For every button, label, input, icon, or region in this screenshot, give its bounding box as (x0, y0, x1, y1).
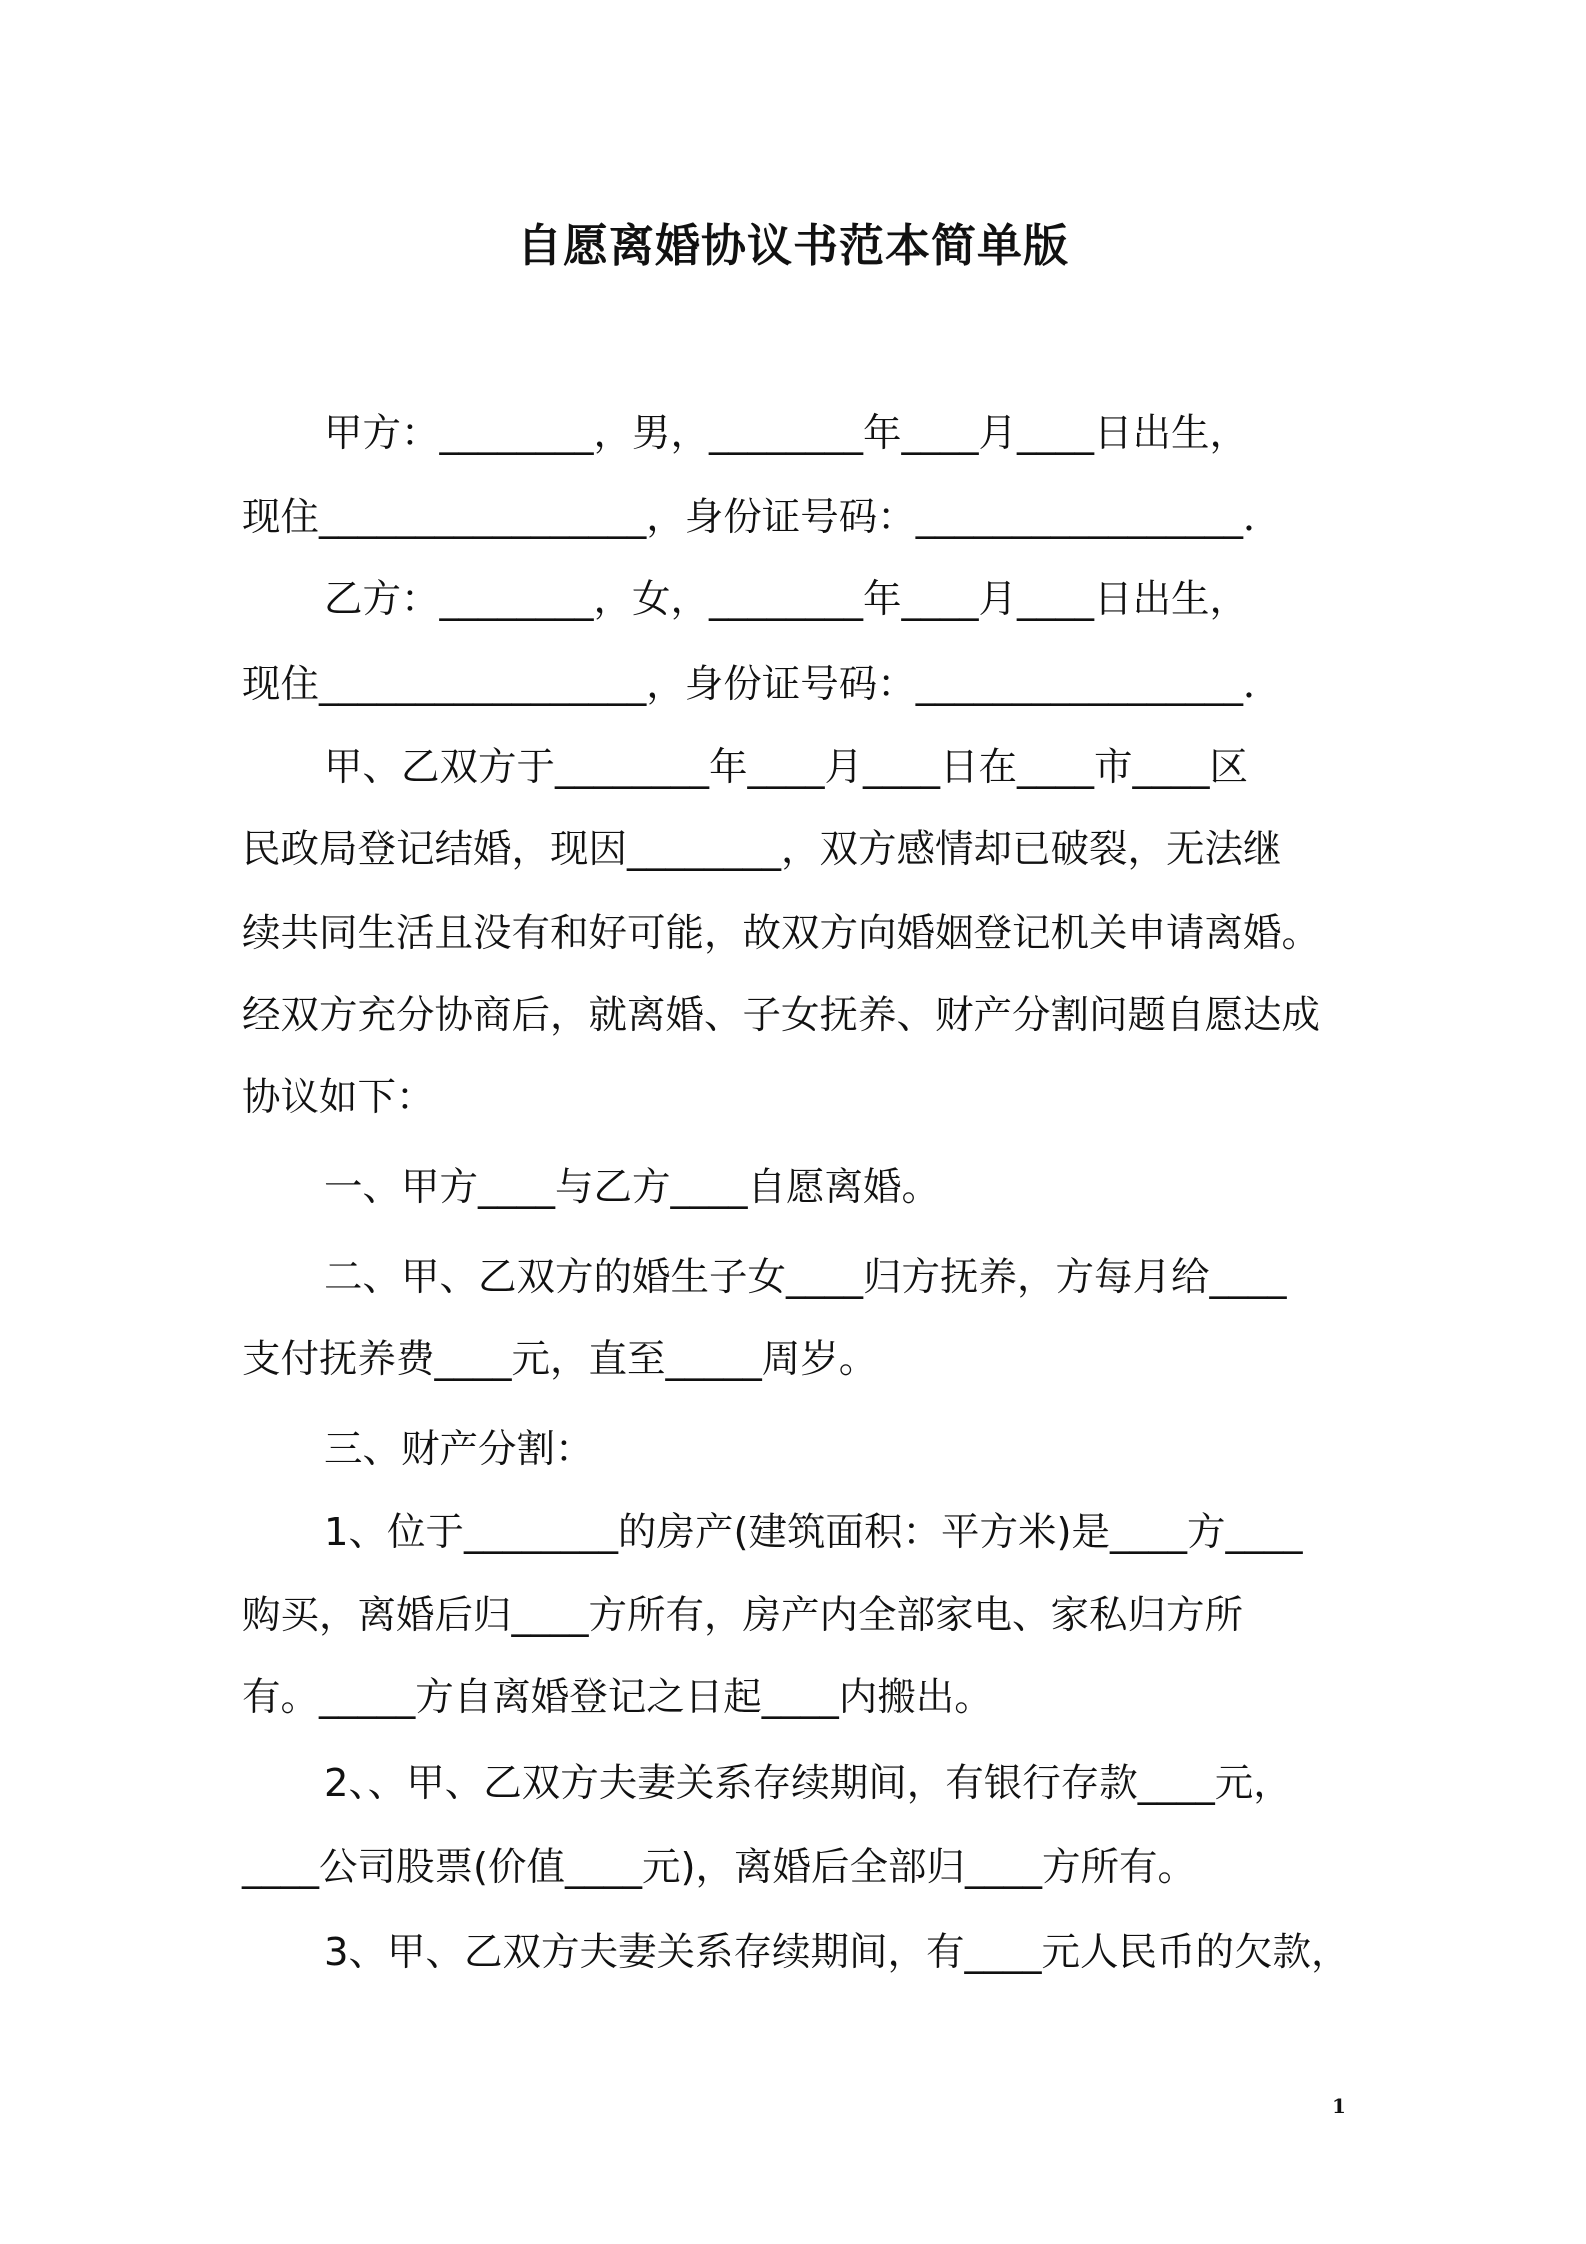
marriage-reason-line: 民政局登记结婚，现因________，双方感情却已破裂，无法继 (242, 827, 1282, 872)
party-b-address-id-line: 现住_________________，身份证号码：_________________． (242, 662, 1282, 707)
clause-three-heading: 三、财产分割： (324, 1427, 594, 1472)
debt-item-line: 3、甲、乙双方夫妻关系存续期间，有____元人民币的欠款， (324, 1930, 1350, 1975)
property-item-two-continuation-line: ____公司股票(价值____元)，离婚后全部归____方所有。 (242, 1845, 1197, 1890)
marriage-registration-line: 甲、乙双方于________年____月____日在____市____区 (324, 745, 1249, 790)
divorce-application-line: 续共同生活且没有和好可能，故双方向婚姻登记机关申请离婚。 (242, 911, 1321, 956)
property-item-one-line: 1、位于________的房产(建筑面积：平方米)是____方____ (324, 1510, 1303, 1555)
property-item-one-continuation-line: 购买，离婚后归____方所有，房产内全部家电、家私归方所 (242, 1593, 1244, 1638)
page-number: 1 (1332, 2094, 1346, 2118)
clause-two-line: 二、甲、乙双方的婚生子女____归方抚养，方每月给____ (324, 1255, 1287, 1300)
clause-one-line: 一、甲方____与乙方____自愿离婚。 (324, 1165, 941, 1210)
document-title: 自愿离婚协议书范本简单版 (516, 219, 1069, 272)
property-move-out-line: 有。_____方自离婚登记之日起____内搬出。 (242, 1675, 993, 1720)
clause-two-continuation-line: 支付抚养费____元，直至_____周岁。 (242, 1337, 878, 1382)
party-a-birth-line: 甲方：________，男，________年____月____日出生， (324, 411, 1249, 456)
agreement-consensus-line: 经双方充分协商后，就离婚、子女抚养、财产分割问题自愿达成 (242, 993, 1321, 1038)
property-item-two-line: 2、、甲、乙双方夫妻关系存续期间，有银行存款____元， (324, 1761, 1292, 1806)
party-b-birth-line: 乙方：________，女，________年____月____日出生， (324, 577, 1249, 622)
agreement-intro-line: 协议如下： (242, 1075, 435, 1120)
party-a-address-id-line: 现住_________________，身份证号码：_________________． (242, 495, 1282, 540)
